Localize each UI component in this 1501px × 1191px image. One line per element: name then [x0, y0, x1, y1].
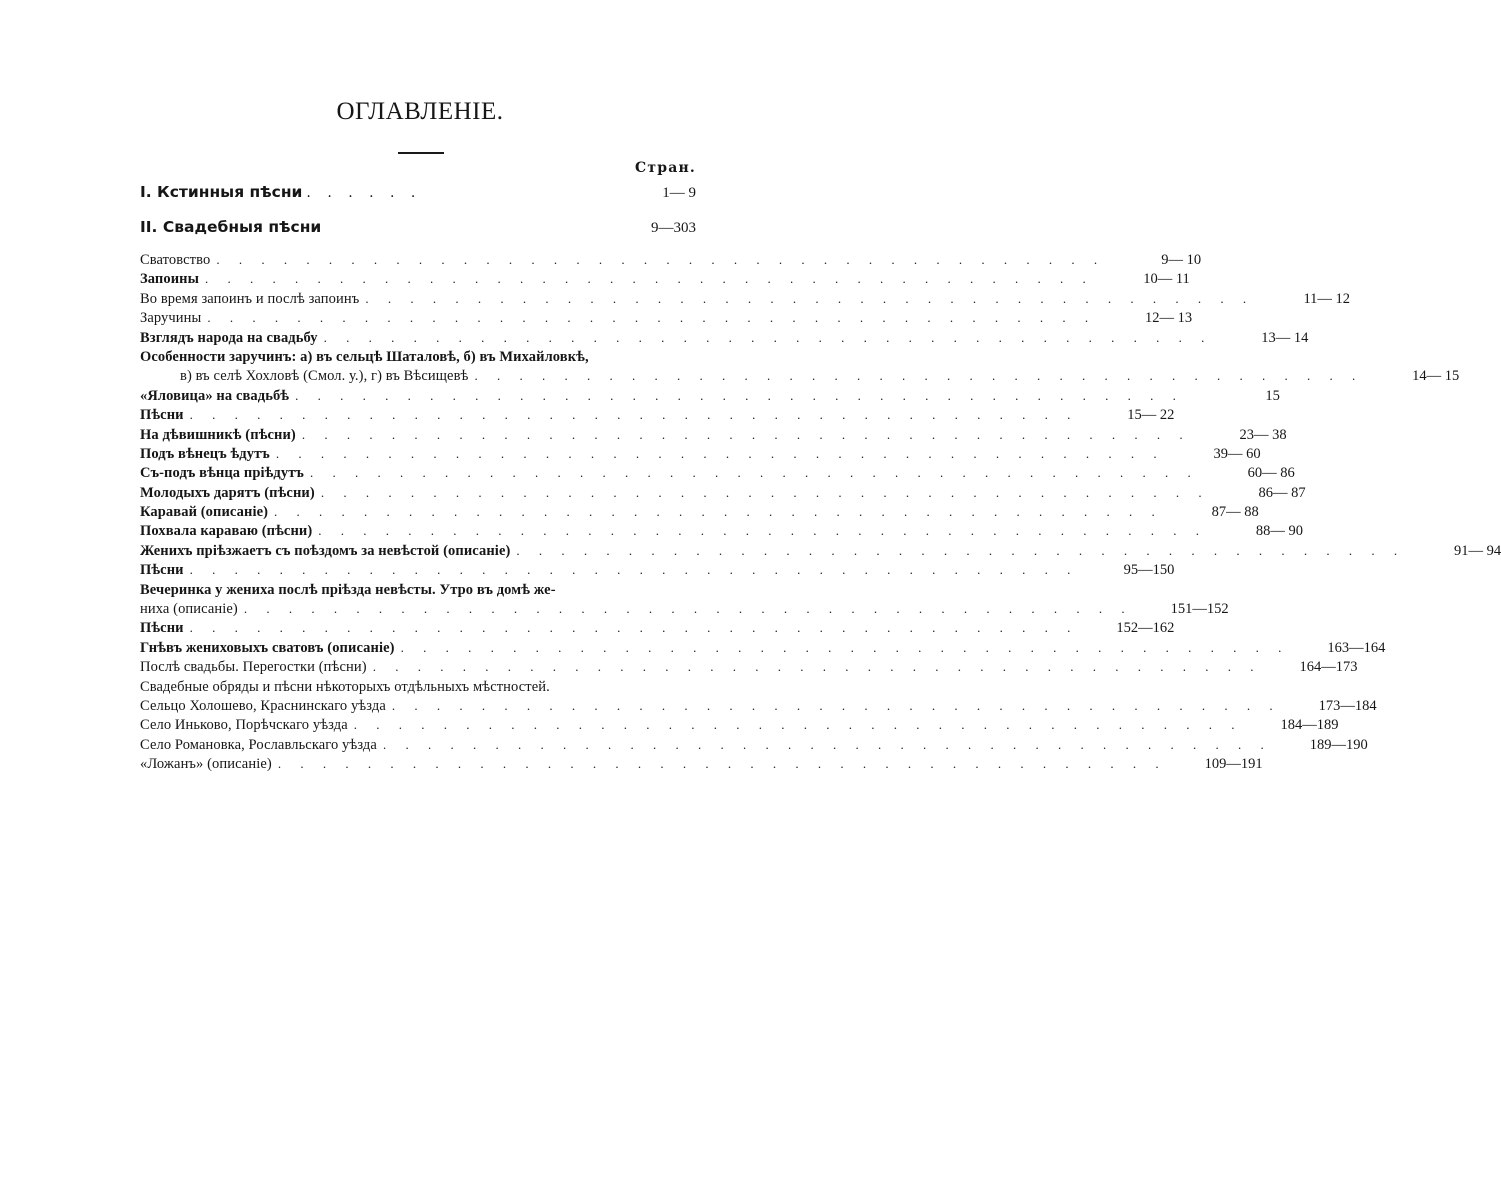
- toc-entry: [140, 407, 1175, 426]
- entry-pages: 14— 15: [1412, 368, 1460, 385]
- toc-entry: [140, 697, 1377, 717]
- entry-label: «Яловица» на свадьбѣ: [140, 387, 290, 404]
- entry-pages: 39— 60: [1213, 445, 1261, 462]
- toc-entry: [140, 717, 1339, 736]
- entry-pages: 11— 12: [1303, 290, 1351, 307]
- leader-dots: . . . . . . . . . . . . . . . . . . . . . . . . . . . . . . . . . . . . . . . .: [382, 736, 1272, 752]
- leader-dots: . . . . . . . . . . . . . . . . . . . . . . . . . . . . . . . . . . . . . . . .: [391, 697, 1281, 713]
- entry-label: Послѣ свадьбы. Перегостки (пѣсни): [140, 659, 367, 676]
- leader-dots: . . . . . . . . . . . . . . . . . . . . . . . . . . . . . . . . . . . . . . . .: [516, 542, 1406, 558]
- entry-label: Свадебные обряды и пѣсни нѣкоторыхъ отдѣльныхъ мѣстностей.: [140, 678, 550, 695]
- entry-label: Взглядъ народа на свадьбу: [140, 329, 318, 346]
- entry-label: «Ложанъ» (описаніе): [140, 756, 272, 773]
- toc-entry: [140, 504, 1259, 523]
- entry-label: Во время запоинъ и послѣ запоинъ: [140, 290, 360, 307]
- entry-pages: 164—173: [1299, 659, 1358, 676]
- section-label: I. Кстинныя пѣсни: [140, 183, 303, 201]
- entry-pages: 189—190: [1309, 736, 1368, 753]
- toc-entry: [140, 542, 1501, 562]
- leader-dots: . . . . . . . . . . . . . . . . . . . . . . . . . . . . . . . . . . . . . . . .: [474, 368, 1364, 384]
- entry-label: Гнѣвъ жениховыхъ сватовъ (описаніе): [140, 639, 395, 656]
- entry-pages: 152—162: [1116, 620, 1175, 637]
- leader-dots: . . . . . . . . . . . . . . . . . . . . . . . . . . . . . . . . . . . . . . . .: [243, 601, 1133, 617]
- toc-entry: [140, 368, 1460, 387]
- leader-dots: . . . . . . . . . . . . . . . . . . . . . . . . . . . . . . . . . . . . . . . .: [400, 639, 1290, 655]
- entry-label: Село Иньково, Порѣчскаго уѣзда: [140, 717, 348, 734]
- section-pages: 9—303: [651, 220, 696, 236]
- leader-dots: . . . . . . . . . . . . . . . . . . . . . . . . . . . . . . . . . . . . . . . .: [301, 426, 1191, 442]
- entry-pages: 13— 14: [1261, 329, 1309, 346]
- leader-dots: . . . . . . . . . . . . . . . . . . . . . . . . . . . . . . . . . . . . . . . .: [189, 407, 1079, 423]
- entry-pages: 91— 94: [1454, 542, 1501, 559]
- entry-label: в) въ селѣ Хохловѣ (Смол. у.), г) въ Вѣсищевѣ: [180, 368, 469, 385]
- leader-dots: . . . . . . . . . . . . . . . . . . . . . . . . . . . . . . . . . . . . . . . .: [353, 717, 1243, 733]
- entry-pages: 95—150: [1123, 562, 1175, 579]
- toc-entry: [140, 271, 1190, 290]
- toc-entry: [140, 659, 1358, 678]
- leader-dots: . . . . . . . . . . . . . . . . . . . . . . . . . . . . . . . . . . . . . . . .: [365, 290, 1255, 306]
- entry-label: Вечеринка у жениха послѣ пріѣзда невѣсты. Утро въ домѣ же-: [140, 581, 556, 598]
- section-pages: 1— 9: [662, 185, 696, 201]
- page-title: ОГЛАВЛЕНІЕ.: [336, 98, 504, 125]
- entry-label: Молодыхъ дарятъ (пѣсни): [140, 484, 315, 501]
- entry-pages: 163—164: [1327, 639, 1386, 656]
- toc-entry: [140, 349, 696, 368]
- leader-dots: . . . . . . . . . . . . . . . . . . . . . . . . . . . . . . . . . . . . . . . .: [275, 445, 1165, 461]
- entry-pages: 15: [1265, 387, 1280, 404]
- toc-entry: [140, 639, 1386, 659]
- leader-dots: . . . . . . . . . . . . . . . . . . . . . . . . . . . . . . . . . . . . . . . .: [277, 756, 1167, 772]
- leader-dots: . . . . . . . . . . . . . . . . . . . . . . . . . . . . . . . . . . . . . . . .: [318, 523, 1208, 539]
- toc-entry-list: [140, 252, 1501, 776]
- entry-label: Пѣсни: [140, 407, 184, 424]
- toc-section: [140, 218, 696, 242]
- leader-dots: . . . . . . . . . . . . . . . . . . . . . . . . . . . . . . . . . . . . . . . .: [207, 310, 1097, 326]
- leader-dots: . . . . . . . . . . . . . . . . . . . . . . . . . . . . . . . . . . . . . . . .: [372, 659, 1262, 675]
- entry-pages: 88— 90: [1255, 523, 1304, 540]
- entry-label: Особенности заручинъ: а) въ сельцѣ Шаталовѣ, б) въ Михайловкѣ,: [140, 348, 589, 365]
- toc-entry: [140, 445, 1261, 465]
- entry-label: Подъ вѣнецъ ѣдутъ: [140, 445, 270, 462]
- entry-pages: 86— 87: [1258, 484, 1306, 501]
- toc-entry: [140, 756, 1263, 775]
- entry-label: Село Романовка, Рославльскаго уѣзда: [140, 736, 377, 753]
- entry-pages: 173—184: [1318, 697, 1377, 714]
- entry-label: Сватовство: [140, 252, 211, 268]
- entry-label: На дѣвишникѣ (пѣсни): [140, 426, 296, 443]
- toc-entry: [140, 679, 696, 698]
- leader-dots: . . . . . . . . . . . . . . . . . . . . . . . . . . . . . . . . . . . . . . . .: [216, 252, 1106, 267]
- entry-pages: 60— 86: [1247, 465, 1295, 482]
- toc-entry: [140, 465, 1295, 484]
- toc-entry: [140, 290, 1351, 310]
- entry-label: Съ-подъ вѣнца пріѣдутъ: [140, 465, 304, 482]
- toc-entry: [140, 484, 1306, 504]
- entry-pages: 15— 22: [1127, 407, 1175, 424]
- entry-label: Каравай (описаніе): [140, 504, 269, 521]
- toc-entry: [140, 736, 1368, 756]
- entry-label: Сельцо Холошево, Краснинскаго уѣзда: [140, 697, 386, 714]
- toc-entry: [140, 387, 1280, 407]
- entry-pages: 12— 13: [1145, 310, 1193, 327]
- leader-dots: . . . . . . . . . . . . . . . . . . . . . . . . . . . . . . . . . . . . . . . .: [323, 329, 1213, 345]
- entry-pages: 184—189: [1280, 717, 1339, 734]
- toc-entry: [140, 601, 1229, 620]
- leader-dots: . . . . . . . . . . . . . . . . . . . . . . . . . . . . . . . . . . . . . . . .: [189, 620, 1079, 636]
- toc-entry: [140, 252, 1202, 271]
- entry-pages: 87— 88: [1211, 504, 1259, 521]
- entry-label: Запоины: [140, 271, 200, 288]
- entry-label: ниха (описаніе): [140, 601, 238, 618]
- entry-pages: 151—152: [1170, 601, 1229, 618]
- section-label: II. Свадебныя пѣсни: [140, 218, 322, 236]
- leader-dots: . . . . . . . . . . . . . . . . . . . . . . . . . . . . . . . . . . . . . . . .: [295, 387, 1184, 403]
- toc-entry: [140, 523, 1304, 542]
- toc-entry: [140, 426, 1287, 446]
- entry-label: Похвала караваю (пѣсни): [140, 523, 313, 540]
- toc-section: [140, 183, 696, 207]
- toc-entry: [140, 620, 1175, 639]
- toc-entry: [140, 310, 1193, 329]
- leader-dots: . . . . . . . . . . . . . . . . . . . . . . . . . . . . . . . . . . . . . . . .: [189, 562, 1079, 578]
- page-column-header: Стран.: [635, 160, 696, 176]
- toc-entry: [140, 562, 1175, 581]
- leader-dots: . . . . . . . . . . . . . . . . . . . . . . . . . . . . . . . . . . . . . . . .: [320, 484, 1210, 500]
- entry-pages: 9— 10: [1161, 252, 1202, 268]
- toc-entry: [140, 329, 1309, 349]
- leader-dots: . . . . . .: [306, 185, 422, 201]
- leader-dots: . . . . . . . . . . . . . . . . . . . . . . . . . . . . . . . . . . . . . . . .: [309, 465, 1199, 481]
- entry-pages: 23— 38: [1239, 426, 1287, 443]
- title-rule: [398, 152, 444, 154]
- entry-label: Пѣсни: [140, 562, 184, 579]
- entry-label: Пѣсни: [140, 620, 184, 637]
- leader-dots: . . . . . . . . . . . . . . . . . . . . . . . . . . . . . . . . . . . . . . . .: [274, 504, 1163, 520]
- entry-pages: 109—191: [1204, 756, 1263, 773]
- entry-label: Заручины: [140, 310, 202, 327]
- toc-entry: [140, 582, 696, 601]
- entry-pages: 10— 11: [1143, 271, 1190, 288]
- entry-label: Женихъ пріѣзжаетъ съ поѣздомъ за невѣстой (описаніе): [140, 542, 511, 559]
- leader-dots: . . . . . . . . . . . . . . . . . . . . . . . . . . . . . . . . . . . . . . . .: [205, 271, 1094, 287]
